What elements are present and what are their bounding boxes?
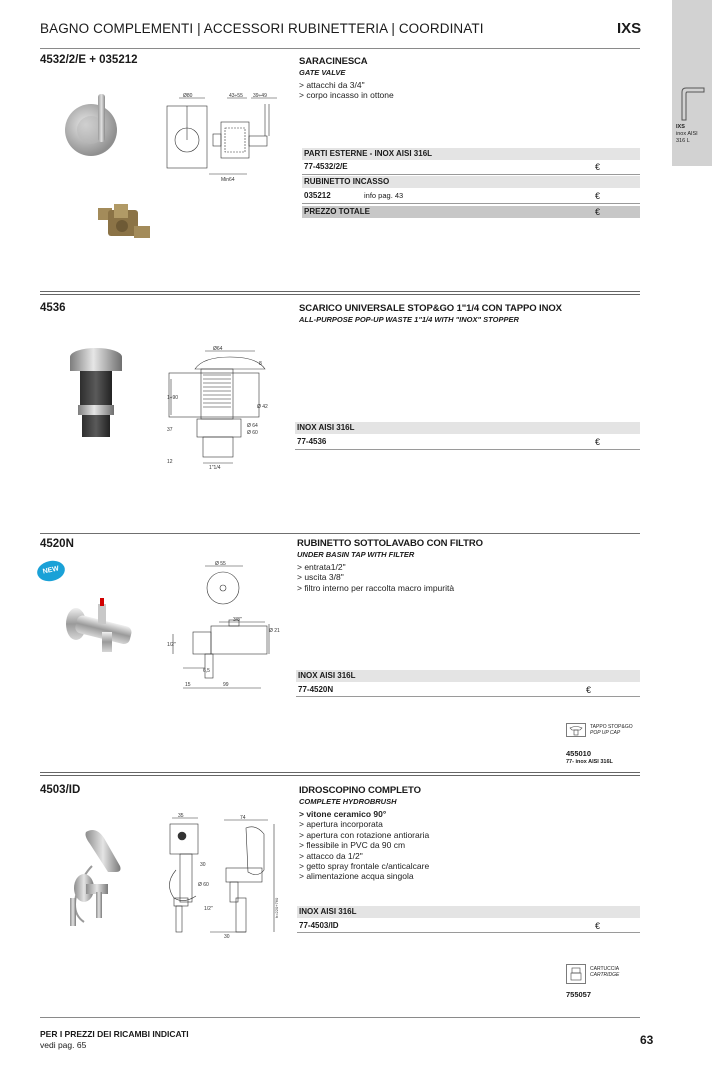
dim-label: 1/2" [167,642,176,648]
product-code: 4536 [40,302,66,314]
dim-label: 1"1/4 [209,465,221,471]
waste-photo [60,345,140,445]
feature-item: > attacchi da 3/4" [299,80,365,90]
euro-symbol: € [586,685,592,695]
feature-item: > vitone ceramico 90° [299,809,387,819]
dim-label: 15 [185,682,191,688]
feature-item: > filtro interno per raccolta macro impurità [297,582,455,593]
spare-label-en: CARTRIDGE [590,972,620,978]
feature-list [299,809,429,882]
dim-label: Ø 21 [269,628,280,634]
price-row [302,161,640,173]
brand-label: IXS [617,20,642,37]
page-number: 63 [640,1033,654,1047]
dim-label: 30 [224,934,230,940]
row-divider [296,696,640,697]
new-badge: NEW [35,558,67,583]
hydrobrush-photo [62,826,132,931]
dim-label: Ø 60 [198,882,209,888]
stopper-cap-icon [566,723,586,737]
price-row [302,190,640,202]
hydrobrush-drawing [160,814,280,939]
product-code: 4520N [40,538,74,550]
dim-label: 99 [223,682,229,688]
price-label: INOX AISI 316L [298,671,356,680]
dim-label: 8 [259,361,262,367]
dim-label: Min64 [221,177,235,183]
dim-label: Ø 55 [215,561,226,567]
footer-note-title: PER I PREZZI DEI RICAMBI INDICATI [40,1029,189,1039]
tap-icon [678,86,708,120]
product-title: SCARICO UNIVERSALE STOP&GO 1"1/4 CON TAPPO INOX [299,303,562,314]
product-title: SARACINESCA [299,56,368,67]
info-reference: info pag. 43 [364,191,404,200]
price-code: 77-4520N [298,685,334,694]
price-code: 035212 [304,191,331,200]
row-divider [302,174,640,175]
product-heading [297,538,483,593]
dim-label: 6,5 [203,668,210,674]
price-label: INOX AISI 316L [297,423,355,432]
gate-valve-drawing [165,94,285,184]
product-code: 4503/ID [40,784,81,796]
sidebar-tab [672,0,712,166]
price-code: 77-4532/2/E [304,162,348,171]
feature-item: > getto spray frontale c/anticalcare [299,861,430,872]
euro-symbol: € [595,921,601,931]
price-row [297,906,640,918]
dim-label: 12 [167,459,173,465]
spare-description: 77- inox AISI 316L [566,759,613,765]
section-divider [40,533,640,534]
price-row [297,920,640,932]
gate-valve-photo [58,90,138,160]
footer-note-link[interactable]: vedi pag. 65 [40,1039,87,1050]
price-row [302,148,640,160]
angle-tap-photo [62,598,142,658]
dim-label: 35 [178,813,184,819]
row-divider [297,932,640,933]
section-divider [40,772,640,773]
price-row-total [302,206,640,218]
dim-label: 43÷55 [229,93,243,99]
dim-label: Ø80 [183,93,193,99]
price-row [302,176,640,188]
dim-label: 1/2" [204,906,213,912]
section-divider [40,291,640,292]
dim-label: Ø 60 [247,430,258,436]
dim-label: Ø 64 [247,423,258,429]
product-title: RUBINETTO SOTTOLAVABO CON FILTRO [297,538,483,549]
price-label: PREZZO TOTALE [304,207,370,216]
header-divider [40,48,640,49]
price-row [295,422,640,434]
feature-item: > flessibile in PVC da 90 cm [299,840,406,851]
cartridge-icon [566,964,586,984]
euro-symbol: € [595,162,601,172]
spare-label: TAPPO STOP&GO [590,724,633,730]
feature-item: > apertura incorporata [299,819,383,830]
row-divider [302,203,640,204]
dim-label: 1÷90 [167,395,179,401]
dim-label: Ø 42 [257,404,268,410]
sidebar-grade: 316 L [676,138,690,144]
euro-symbol: € [595,437,601,447]
price-code: 77-4536 [297,437,327,446]
euro-symbol: € [595,207,601,217]
feature-list [299,80,394,101]
waste-drawing [165,345,275,470]
spare-code: 455010 [566,749,592,758]
feature-item: > alimentazione acqua singola [299,871,414,882]
footer-note [40,1029,189,1050]
sidebar-brand: IXS [676,124,685,130]
feature-item: > apertura con rotazione antioraria [299,829,430,840]
price-code: 77-4503/ID [299,921,339,930]
dim-label: 37 [167,427,173,433]
product-subtitle: COMPLETE HYDROBRUSH [299,797,397,806]
product-subtitle: UNDER BASIN TAP WITH FILTER [297,550,415,559]
dim-label: 74 [240,815,246,821]
product-heading [299,56,394,101]
product-subtitle: ALL-PURPOSE POP-UP WASTE 1"1/4 WITH "INOX" STOPPER [299,315,519,324]
dim-label: 30 [200,862,206,868]
spare-label: CARTUCCIA [590,966,620,972]
brass-body-photo [94,200,154,248]
spare-code: 755057 [566,990,592,999]
price-label: RUBINETTO INCASSO [304,177,390,186]
dim-label: 3/8" [233,617,242,623]
feature-item: > attacco da 1/2" [299,850,363,861]
price-label: INOX AISI 316L [299,907,357,916]
page-title: BAGNO COMPLEMENTI | ACCESSORI RUBINETTERIA | COORDINATI [40,21,484,36]
product-heading [299,785,429,882]
row-divider [295,449,640,450]
product-code: 4532/2/E + 035212 [40,54,138,66]
angle-tap-drawing [165,558,280,693]
price-row [296,670,640,682]
dim-label: 39÷49 [253,93,267,99]
spare-label-en: POP UP CAP [590,730,621,736]
price-row [296,684,640,696]
feature-item: > entrata1/2" [297,562,346,572]
price-label: PARTI ESTERNE - INOX AISI 316L [304,149,433,158]
product-subtitle: GATE VALVE [299,68,346,77]
product-title: IDROSCOPINO COMPLETO [299,785,421,796]
euro-symbol: € [595,191,601,201]
feature-item: > uscita 3/8" [297,572,344,583]
dim-label: h=220+760 [274,897,279,918]
sidebar-material: inox AISI [676,131,698,137]
dim-label: Ø64 [213,346,223,352]
product-heading [299,303,562,324]
feature-item: > corpo incasso in ottone [299,90,394,101]
price-row [295,436,640,448]
feature-list [297,562,483,593]
footer-divider [40,1017,640,1018]
